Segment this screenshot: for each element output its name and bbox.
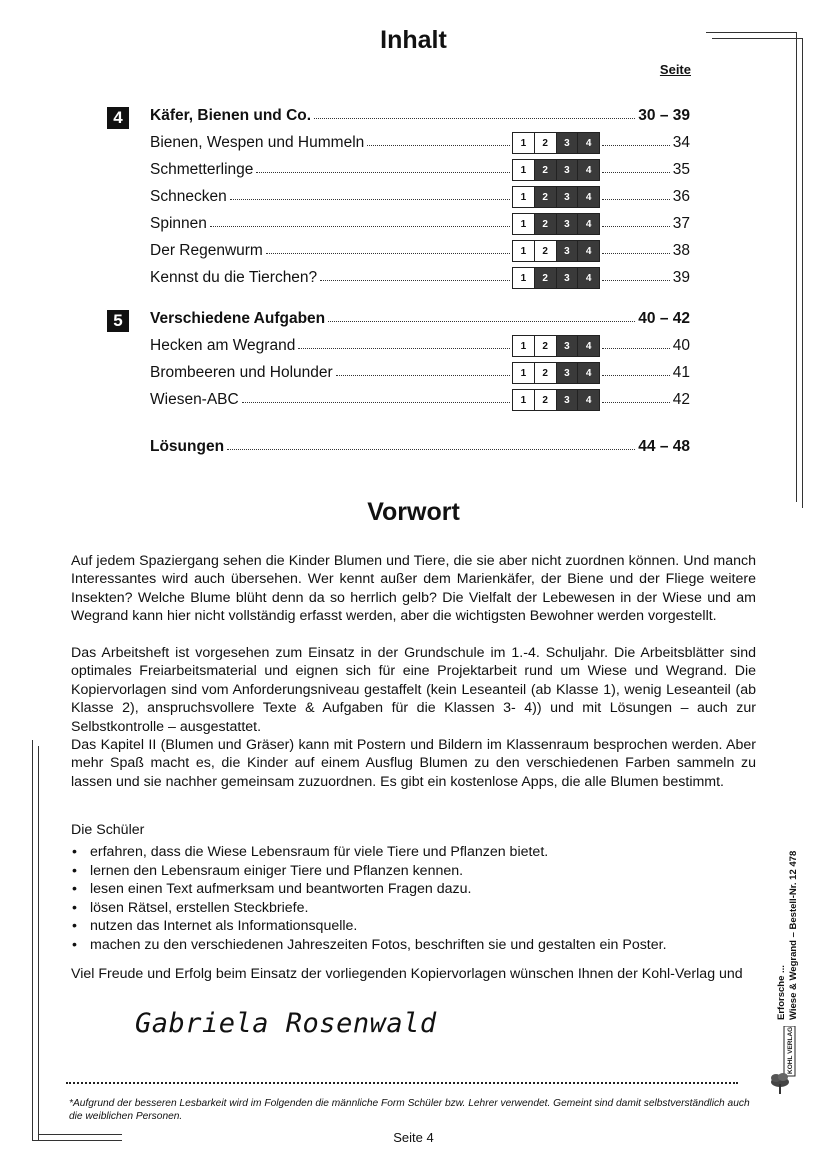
toc-chapter-row <box>150 310 690 332</box>
difficulty-levels <box>512 186 600 208</box>
toc-page: 39 <box>672 269 690 286</box>
students-intro: Die Schüler <box>71 822 145 838</box>
toc-label: Brombeeren und Holunder <box>150 364 333 381</box>
toc-row <box>150 391 690 413</box>
difficulty-levels <box>512 362 600 384</box>
toc-label: Spinnen <box>150 215 207 232</box>
frame-line <box>796 32 797 502</box>
bullet-list <box>71 843 756 955</box>
level-box: 4 <box>578 160 599 180</box>
level-box: 1 <box>513 390 535 410</box>
signature: Gabriela Rosenwald <box>135 1008 437 1039</box>
list-item: • lesen einen Text aufmerksam und beantworten Fragen dazu. <box>71 880 756 899</box>
leader-dots <box>602 172 670 173</box>
side-line-1: Erforsche ... <box>776 965 787 1020</box>
publisher-logo <box>767 1026 797 1096</box>
level-box: 1 <box>513 160 535 180</box>
toc-page: 30 – 39 <box>638 107 690 124</box>
difficulty-levels <box>512 159 600 181</box>
difficulty-levels <box>512 335 600 357</box>
list-item: • lösen Rätsel, erstellen Steckbriefe. <box>71 899 756 918</box>
toc-label: Schmetterlinge <box>150 161 254 178</box>
closing-text: Viel Freude und Erfolg beim Einsatz der vorliegenden Kopiervorlagen wünschen Ihnen der Kohl-Verlag und <box>71 966 743 982</box>
frame-line <box>802 38 803 508</box>
leader-dots <box>210 226 510 227</box>
level-box: 2 <box>535 133 557 153</box>
leader-dots <box>602 348 670 349</box>
level-box: 1 <box>513 336 535 356</box>
toc-label: Wiesen-ABC <box>150 391 239 408</box>
toc-page: 35 <box>672 161 690 178</box>
toc-title: Inhalt <box>380 26 447 54</box>
level-box: 3 <box>557 187 579 207</box>
foreword-paragraph: Das Arbeitsheft ist vorgesehen zum Einsatz in der Grundschule im 1.-4. Schuljahr. Die Arbeitsblätter sind optimales Freiarbeitsmaterial und eignen sich für eine Projektarbeit rund um Wiese und Wegrand. Die Kopiervorlagen sind vom Anforderungsniveau gestaffelt (kein Leseanteil (ab Klasse 1), wenig Leseanteil (ab Klasse 2), anspruchsvollere Texte & Aufgaben für die Klassen 3- 4)) und mit Lösungen – auch zur Selbstkontrolle – ausgestattet. <box>71 645 756 735</box>
leader-dots <box>602 402 670 403</box>
toc-row <box>150 242 690 264</box>
list-item: • machen zu den verschiedenen Jahreszeiten Fotos, beschriften sie und gestalten ein Poster. <box>71 936 756 955</box>
leader-dots <box>602 226 670 227</box>
level-box: 2 <box>535 187 557 207</box>
level-box: 3 <box>557 390 579 410</box>
toc-page: 42 <box>672 391 690 408</box>
list-item: • lernen den Lebensraum einiger Tiere und Pflanzen kennen. <box>71 862 756 881</box>
level-box: 4 <box>578 390 599 410</box>
toc-row <box>150 215 690 237</box>
leader-dots <box>602 280 670 281</box>
toc-row <box>150 161 690 183</box>
level-box: 3 <box>557 133 579 153</box>
frame-line <box>32 740 33 1140</box>
chapter-number: 4 <box>107 107 129 129</box>
difficulty-levels <box>512 389 600 411</box>
leader-dots <box>328 321 635 322</box>
chapter-number: 5 <box>107 310 129 332</box>
toc-label: Der Regenwurm <box>150 242 263 259</box>
level-box: 4 <box>578 187 599 207</box>
divider <box>66 1082 738 1084</box>
level-box: 3 <box>557 241 579 261</box>
level-box: 1 <box>513 133 535 153</box>
toc-label: Lösungen <box>150 438 225 455</box>
level-box: 3 <box>557 160 579 180</box>
toc-page: 37 <box>672 215 690 232</box>
difficulty-levels <box>512 240 600 262</box>
toc-row <box>150 188 690 210</box>
toc-row <box>150 134 690 156</box>
level-box: 2 <box>535 268 557 288</box>
toc-page: 34 <box>672 134 690 151</box>
level-box: 2 <box>535 363 557 383</box>
leader-dots <box>230 199 510 200</box>
leader-dots <box>320 280 510 281</box>
toc-page: 40 – 42 <box>638 310 690 327</box>
level-box: 4 <box>578 268 599 288</box>
difficulty-levels <box>512 267 600 289</box>
frame-line <box>38 746 39 1140</box>
level-box: 3 <box>557 214 579 234</box>
toc-chapter-row <box>150 438 690 460</box>
level-box: 3 <box>557 336 579 356</box>
publisher-side-label <box>776 780 814 1020</box>
leader-dots <box>602 145 670 146</box>
level-box: 4 <box>578 336 599 356</box>
level-box: 3 <box>557 363 579 383</box>
leader-dots <box>336 375 510 376</box>
toc-page: 44 – 48 <box>638 438 690 455</box>
difficulty-levels <box>512 132 600 154</box>
side-line-2: Wiese & Wegrand – Bestell-Nr. 12 478 <box>788 850 799 1020</box>
foreword-title: Vorwort <box>367 498 460 526</box>
toc-label: Schnecken <box>150 188 227 205</box>
foreword-paragraph: Das Kapitel II (Blumen und Gräser) kann mit Postern und Bildern im Klassenraum besprochen werden. Aber mehr Spaß macht es, die Kinder auf einem Ausflug Blumen zu den verschiedenen Farben sammeln zu lassen und sie nachher gemeinsam zuzuordnen. Es gibt ein kostenlose Apps, die alle Blumen bestimmt. <box>71 737 756 790</box>
leader-dots <box>367 145 510 146</box>
level-box: 2 <box>535 241 557 261</box>
page-column-header: Seite <box>659 62 691 77</box>
logo-text: KOHL VERLAG <box>787 1026 794 1074</box>
toc-label: Bienen, Wespen und Hummeln <box>150 134 365 151</box>
leader-dots <box>298 348 510 349</box>
level-box: 1 <box>513 214 535 234</box>
toc-label: Kennst du die Tierchen? <box>150 269 318 286</box>
level-box: 4 <box>578 133 599 153</box>
level-box: 4 <box>578 241 599 261</box>
toc-chapter-row <box>150 107 690 129</box>
foreword-paragraph: Auf jedem Spaziergang sehen die Kinder Blumen und Tiere, die sie aber nicht zuordnen können. Und manch Interessantes wird auch übersehen. Wer kennt außer dem Marienkäfer, der Biene und der Fliege weitere Insekten? Welche Blume blüht denn da so herrlich gelb? Die Vielfalt der Lebewesen in der Wiese und am Wegrand kann hier nicht vollständig erfasst werden, aber die wichtigsten Bewohner werden vorgestellt. <box>71 553 756 625</box>
leader-dots <box>602 375 670 376</box>
toc-label: Hecken am Wegrand <box>150 337 296 354</box>
toc-label: Verschiedene Aufgaben <box>150 310 326 327</box>
leader-dots <box>266 253 510 254</box>
level-box: 1 <box>513 241 535 261</box>
list-item: • erfahren, dass die Wiese Lebensraum für viele Tiere und Pflanzen bietet. <box>71 843 756 862</box>
difficulty-levels <box>512 213 600 235</box>
toc-row <box>150 337 690 359</box>
leader-dots <box>314 118 635 119</box>
toc-page: 41 <box>672 364 690 381</box>
toc-row <box>150 364 690 386</box>
level-box: 4 <box>578 363 599 383</box>
leader-dots <box>227 449 635 450</box>
toc-page: 40 <box>672 337 690 354</box>
level-box: 1 <box>513 268 535 288</box>
toc-page: 36 <box>672 188 690 205</box>
level-box: 1 <box>513 187 535 207</box>
level-box: 1 <box>513 363 535 383</box>
level-box: 3 <box>557 268 579 288</box>
toc-page: 38 <box>672 242 690 259</box>
leader-dots <box>256 172 510 173</box>
level-box: 2 <box>535 336 557 356</box>
leader-dots <box>242 402 510 403</box>
level-box: 4 <box>578 214 599 234</box>
page-number: Seite 4 <box>393 1130 434 1145</box>
level-box: 2 <box>535 160 557 180</box>
list-item: • nutzen das Internet als Informationsquelle. <box>71 917 756 936</box>
leader-dots <box>602 253 670 254</box>
level-box: 2 <box>535 214 557 234</box>
leader-dots <box>602 199 670 200</box>
toc-label: Käfer, Bienen und Co. <box>150 107 312 124</box>
level-box: 2 <box>535 390 557 410</box>
toc-row <box>150 269 690 291</box>
footnote: *Aufgrund der besseren Lesbarkeit wird im Folgenden die männliche Form Schüler bzw. Lehrer verwendet. Gemeint sind damit selbstverständlich auch die weiblichen Personen. <box>69 1098 750 1122</box>
